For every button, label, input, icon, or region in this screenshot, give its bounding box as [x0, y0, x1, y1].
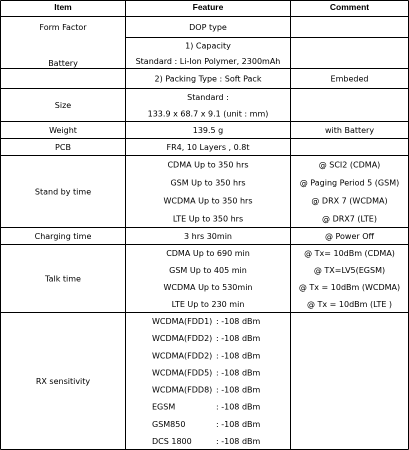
feature-line: FR4, 10 Layers , 0.8t: [166, 143, 250, 152]
rx-band: DCS 1800: [152, 436, 192, 446]
feature-line: 3 hrs 30min: [184, 232, 232, 241]
rx-band: WCDMA(FDD5): [152, 368, 213, 378]
rx-value: : -108 dBm: [216, 402, 261, 412]
feature-line: WCDMA Up to 530min: [163, 283, 253, 292]
comment-line: @ Tx = 10dBm (WCDMA): [298, 283, 401, 292]
comment-line: with Battery: [324, 126, 375, 135]
feature-line: Standard :: [187, 92, 229, 102]
feature-line: WCDMA Up to 350 hrs: [163, 196, 253, 206]
comment-line: @ Tx = 10dBm (LTE ): [306, 300, 393, 309]
rx-value: : -108 dBm: [216, 317, 261, 327]
item-label: RX sensitivity: [35, 377, 91, 386]
feature-line: CDMA Up to 690 min: [166, 249, 250, 258]
comment-line: @ DRX7 (LTE): [322, 214, 377, 224]
item-label: Talk time: [45, 274, 81, 284]
feature-line: Standard : Li-Ion Polymer, 2300mAh: [135, 56, 281, 66]
comment-line: @ Power Off: [324, 232, 375, 241]
header-feature: Feature: [192, 2, 224, 12]
rx-value: : -108 dBm: [216, 368, 261, 378]
comment-line: Embeded: [330, 74, 369, 84]
rx-band: WCDMA(FDD1): [152, 317, 213, 327]
feature-line: LTE Up to 350 hrs: [172, 214, 244, 224]
comment-line: @ Tx= 10dBm (CDMA): [304, 249, 395, 258]
item-label: Battery: [48, 59, 78, 68]
rx-band: WCDMA(FDD2): [152, 351, 213, 361]
feature-line: 1) Capacity: [185, 41, 231, 51]
item-label: Charging time: [34, 232, 92, 241]
comment-line: @ TX=LV5(EGSM): [313, 266, 386, 275]
item-label: Weight: [49, 126, 77, 135]
header-item: Item: [54, 2, 72, 12]
comment-line: @ SCI2 (CDMA): [318, 160, 381, 170]
feature-line: CDMA Up to 350 hrs: [167, 160, 249, 170]
rx-value: : -108 dBm: [216, 334, 261, 344]
feature-line: 2) Packing Type : Soft Pack: [154, 74, 262, 84]
comment-line: @ Paging Period 5 (GSM): [299, 178, 400, 188]
item-label: Form Factor: [39, 23, 87, 32]
rx-value: : -108 dBm: [216, 385, 261, 395]
rx-band: GSM850: [152, 419, 186, 429]
rx-value: : -108 dBm: [216, 351, 261, 361]
rx-value: : -108 dBm: [216, 436, 261, 446]
comment-line: @ DRX 7 (WCDMA): [311, 196, 388, 206]
item-label: PCB: [55, 143, 71, 152]
rx-band: EGSM: [152, 402, 176, 412]
feature-line: 139.5 g: [192, 126, 224, 135]
rx-band: WCDMA(FDD8): [152, 385, 213, 395]
rx-value: : -108 dBm: [216, 419, 261, 429]
item-label: Size: [54, 101, 72, 110]
feature-line: GSM Up to 350 hrs: [170, 178, 246, 188]
rx-band: WCDMA(FDD2): [152, 334, 213, 344]
feature-line: LTE Up to 230 min: [171, 300, 245, 309]
feature-line: DOP type: [189, 23, 227, 32]
item-label: Stand by time: [34, 187, 92, 197]
header-comment: Comment: [329, 2, 370, 12]
feature-line: 133.9 x 68.7 x 9.1 (unit : mm): [147, 109, 269, 119]
feature-line: GSM Up to 405 min: [169, 266, 247, 275]
